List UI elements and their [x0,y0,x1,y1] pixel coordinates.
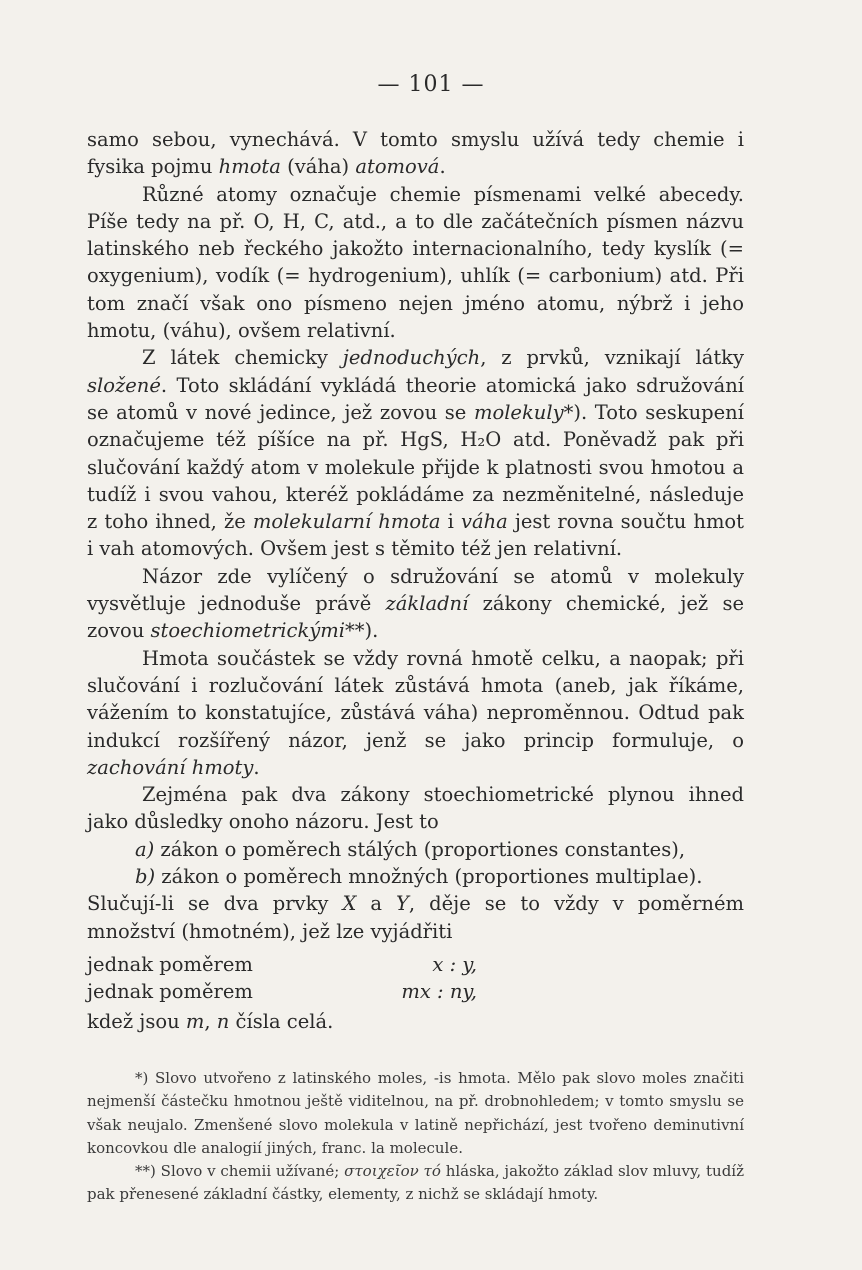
page-number: — 101 — [377,72,485,97]
text-run: *) Slovo utvořeno z latinského moles, -is hmota. Mělo pak slovo moles značiti nejmenší částečku hmotnou ještě viditelnou, na př. drobnohledem; v tomto smyslu se však neujalo. Zmenšené slovo molekula v latině nepřichází, jest tvořeno deminutivní koncovkou dle analogií jiných, franc. la molecule. [87,1069,744,1157]
paragraph [87,126,744,181]
paragraph [87,645,744,781]
text-run: (váha) [280,155,356,179]
italic-text: n [216,1009,230,1033]
paragraph [87,890,744,945]
text-run: hláska, jakožto základ slov mluvy, tudíž pak přenesené základní částky, elementy, z nichž se skládají hmoty. [87,1162,745,1204]
text-run: zákon o poměrech množných (proportiones multiplae). [155,865,703,889]
text-run: , z prvků, vznikají látky [480,346,744,370]
text-run: . [439,155,446,179]
footnote [87,1067,744,1160]
law-item-b [87,863,744,890]
text-run: . [253,755,260,779]
text-run: kdež jsou [87,1009,186,1033]
text-run: jest rovna součtu hmot i vah atomových. Ovšem jest s těmito též jen relativní. [87,510,745,561]
ratio-label: jednak poměrem [87,952,253,976]
italic-text: složené [87,373,161,397]
italic-text: hmota [218,155,281,179]
italic-text: b) [135,865,156,889]
footnotes [87,1067,744,1207]
italic-text: základní [385,592,469,616]
ratio-note [87,1008,744,1035]
ratio-table [87,951,477,1006]
paragraph [87,344,744,562]
text-run: Slučují-li se dva prvky [87,892,343,916]
main-text [87,126,744,1035]
text-run: i [440,510,461,534]
text-run: Hmota součástek se vždy rovná hmotě celku, a naopak; při slučování i rozlučování látek zůstává hmota (aneb, jak říkáme, vážením to konstatujíce, zůstává váha) neproměnnou. Odtud pak indukcí rozšířený názor, jenž se jako princip formuluje, o [87,646,744,752]
italic-text: X [342,892,357,916]
italic-text: στοιχεῖον τό [344,1162,441,1181]
ratio-row [87,978,477,1005]
text-run: **). [345,619,379,643]
text-run: čísla celá. [229,1009,334,1033]
text-run: a [356,892,397,916]
italic-text: molekularní hmota [252,510,441,534]
ratio-label: jednak poměrem [87,980,253,1004]
text-run: zákon o poměrech stálých (proportiones constantes), [154,837,686,861]
italic-text: jednoduchých [342,346,481,370]
paragraph [87,181,744,345]
italic-text: atomová [355,155,440,179]
italic-text: a) [135,837,155,861]
text-run: , děje se to vždy v poměrném množství (hmotném), jež lze vyjádřiti [87,892,744,943]
text-run: Zejména pak dva zákony stoechiometrické plynou ihned jako důsledky onoho názoru. Jest to [87,783,744,834]
text-run: Z látek chemicky [142,346,343,370]
text-run: **) Slovo v chemii užívané; [135,1162,345,1181]
italic-text: váha [460,510,508,534]
italic-text: m [185,1009,205,1033]
ratio-value: mx : ny, [401,980,477,1004]
paragraph [87,781,744,836]
ratio-value: x : y, [432,952,477,976]
footnote [87,1160,744,1207]
italic-text: Y [396,892,409,916]
text-run: . Toto skládání vykládá theorie atomická jako sdružování se atomů v nové jedince, jež zovou se [87,373,744,424]
ratio-row [87,951,477,978]
text-run: Názor zde vylíčený o sdružování se atomů v molekuly vysvětluje jednoduše právě [87,564,744,616]
italic-text: zachování hmoty [87,755,254,779]
text-run: *). Toto seskupení označujeme též píšíce na př. HgS, H₂O atd. Poněvadž pak při slučování každý atom v molekule přijde k platnosti svou hmotou a tudíž i svou vahou, kteréž pokládáme za nezměnitelné, následuje z toho ihned, že [87,400,744,534]
paragraph [87,563,744,645]
italic-text: molekuly [473,400,564,424]
italic-text: stoechiometrickými [150,619,346,643]
text-run: , [204,1009,217,1033]
text-run: samo sebou, vynechává. V tomto smyslu užívá tedy chemie i fysika pojmu [87,128,744,179]
law-item-a [87,836,744,863]
text-run: zákony chemické, jež se zovou [87,592,744,643]
text-run: Různé atomy označuje chemie písmenami velké abecedy. Píše tedy na př. O, H, C, atd., a to dle začátečních písmen názvu latinského neb řeckého jakožto internacionalního, tedy kyslík (= oxygenium), vodík (= hydrogenium), uhlík (= carbonium) atd. Při tom značí však ono písmeno nejen jméno atomu, nýbrž i jeho hmotu, (váhu), ovšem relativní. [87,182,744,343]
